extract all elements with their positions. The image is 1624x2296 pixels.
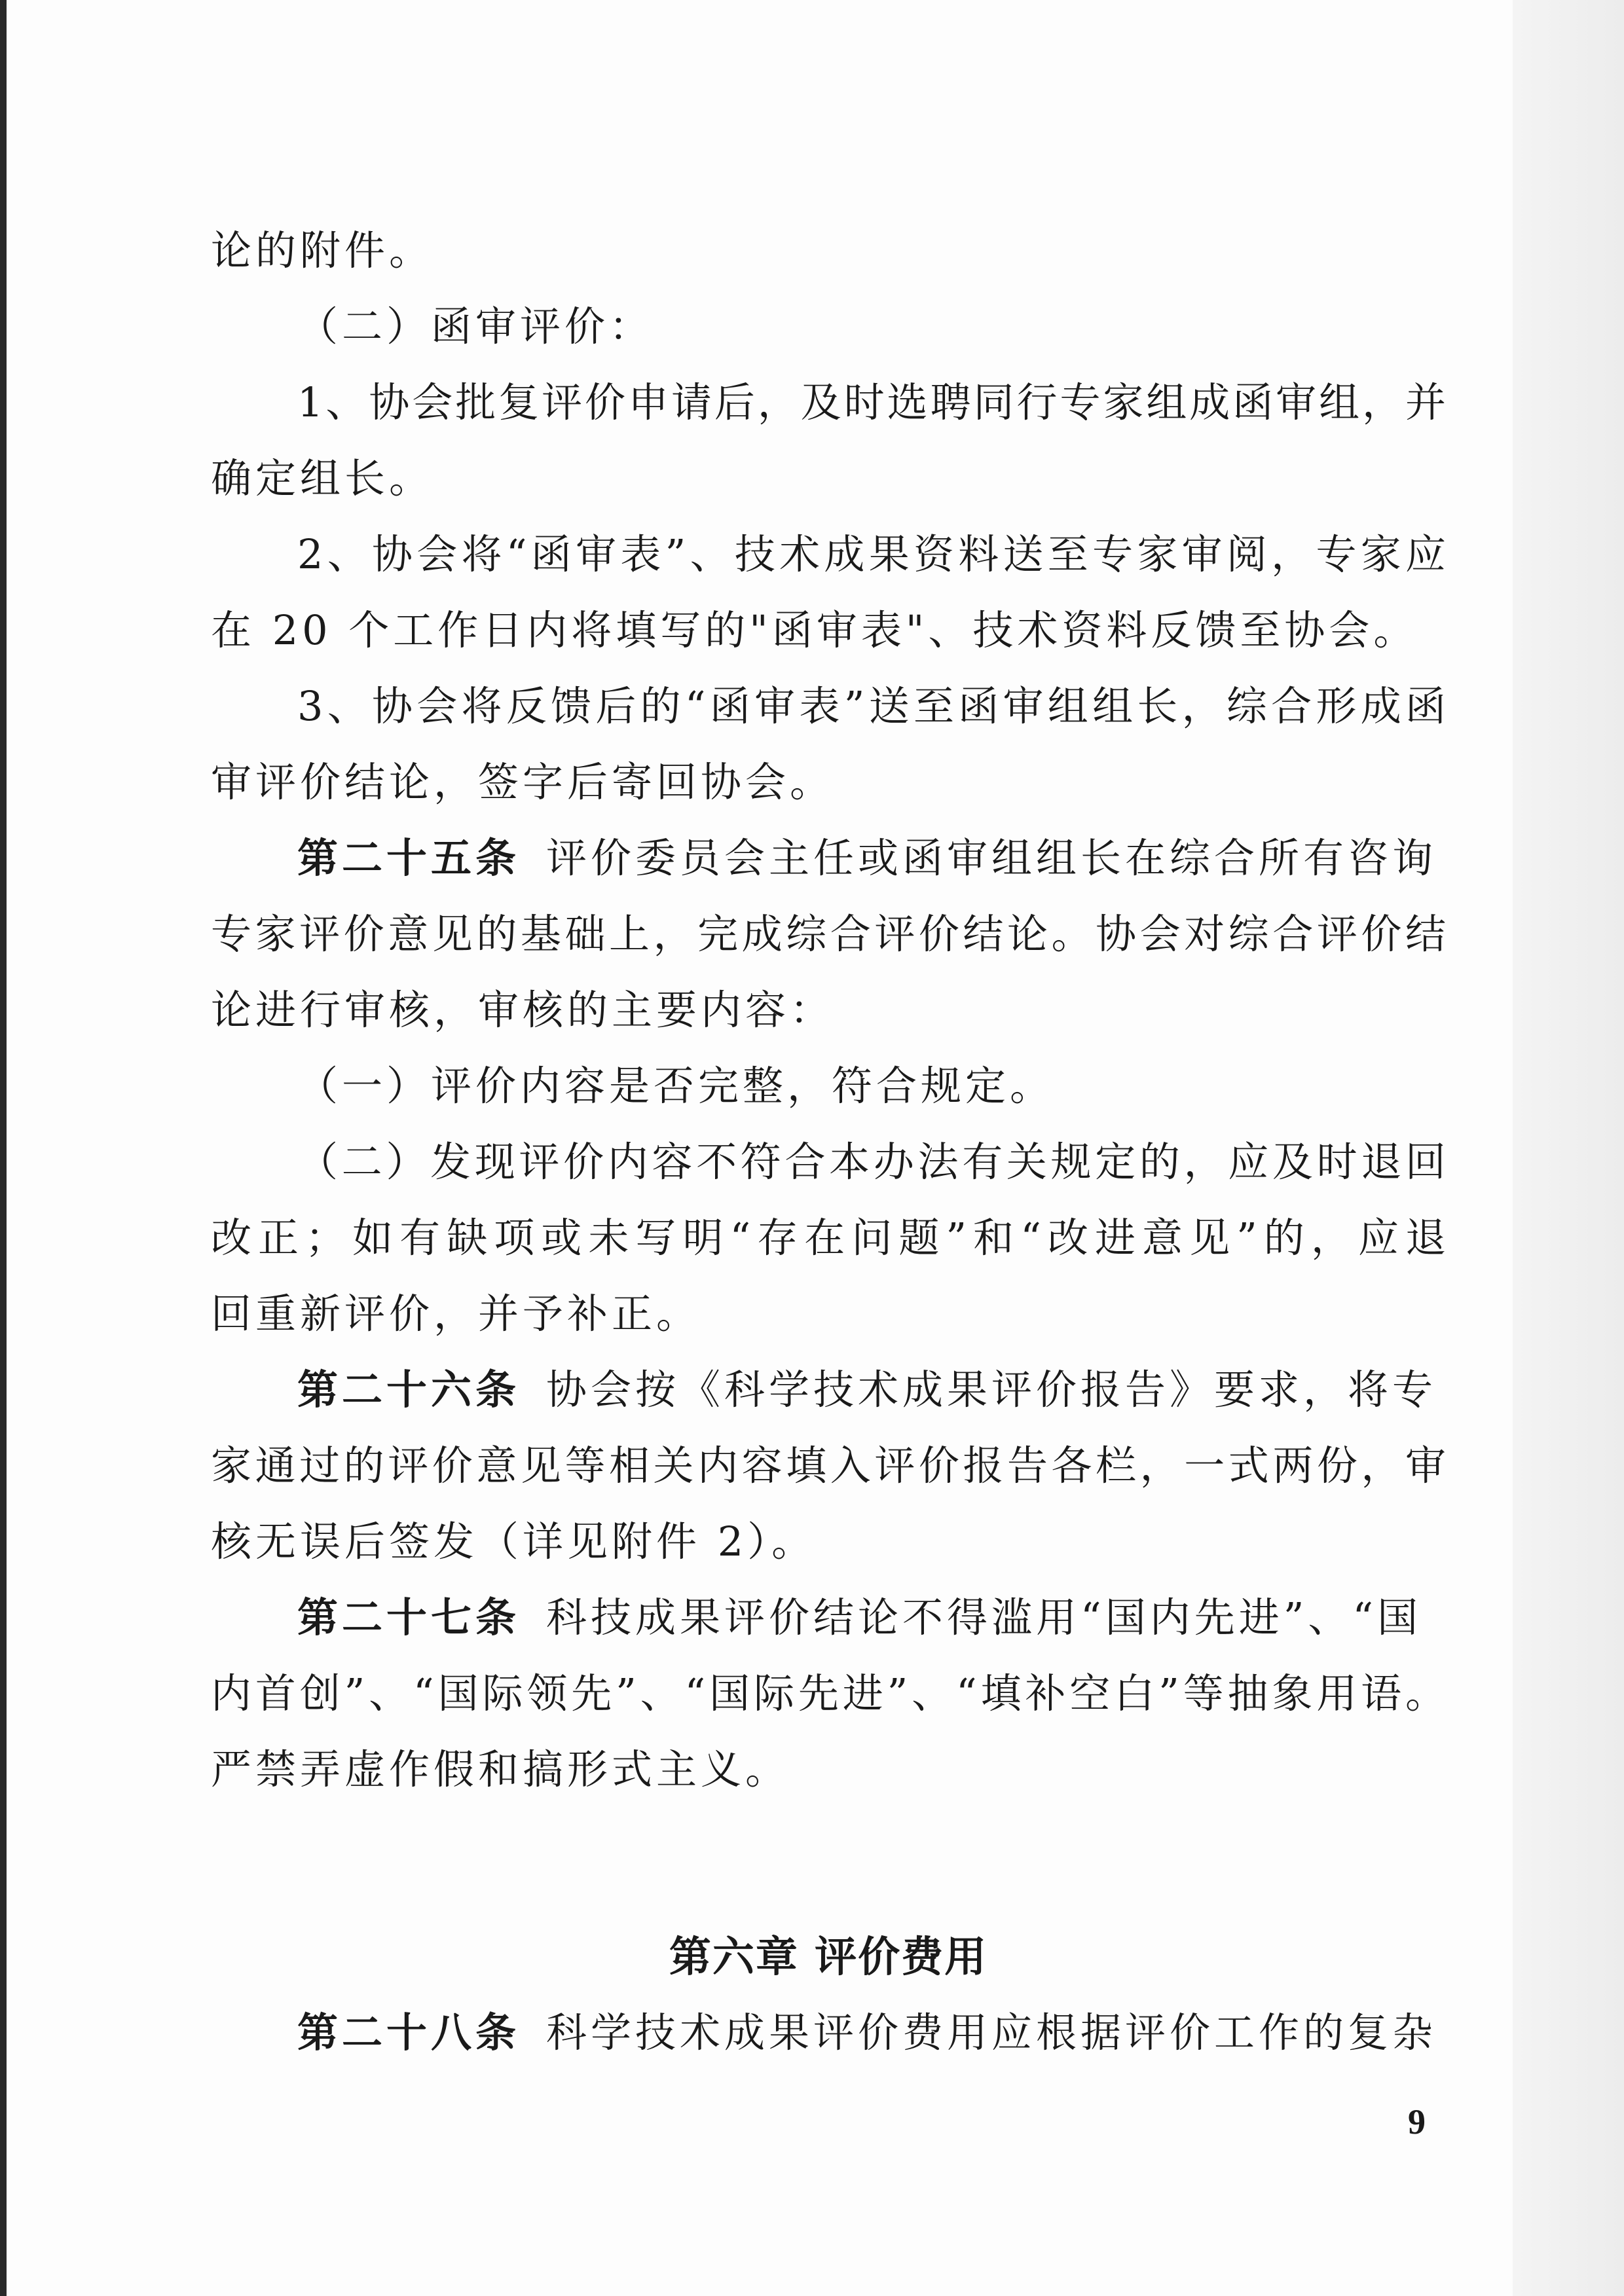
article-27-label: 第二十七条	[297, 1594, 521, 1641]
page-body	[211, 227, 1446, 2088]
article-25-text: 评价委员会主任或函审组组长在综合所有咨询	[546, 834, 1437, 882]
article-26-text: 协会按《科学技术成果评价报告》要求，将专	[546, 1366, 1437, 1413]
text-line-12: （一）评价内容是否完整，符合规定。	[297, 1062, 1055, 1110]
text-line-7: 3、协会将反馈后的“函审表”送至函审组组长，综合形成函	[297, 682, 1446, 730]
article-25	[211, 834, 1446, 914]
text-line-6: 在 20 个工作日内将填写的"函审表"、技术资料反馈至协会。	[211, 606, 1418, 654]
text-line-18: 核无误后签发（详见附件 2）。	[211, 1518, 817, 1565]
text-line-4: 确定组长。	[211, 454, 434, 502]
article-28-text: 科学技术成果评价费用应根据评价工作的复杂	[546, 2009, 1437, 2056]
article-28-label: 第二十八条	[297, 2009, 521, 2056]
text-line-1: 论的附件。	[211, 227, 434, 274]
page-number: 9	[1408, 2102, 1426, 2141]
article-28	[211, 2009, 1446, 2088]
article-27-text: 科技成果评价结论不得滥用“国内先进”、“国	[546, 1594, 1422, 1641]
text-line-8: 审评价结论，签字后寄回协会。	[211, 758, 835, 806]
chapter-title: 第六章 评价费用	[669, 1933, 988, 1982]
text-line-10: 专家评价意见的基础上，完成综合评价结论。协会对综合评价结	[211, 910, 1446, 958]
chapter-spacer	[211, 1825, 1446, 1937]
scan-right-margin	[1513, 0, 1624, 2296]
text-line-21: 严禁弄虚作假和搞形式主义。	[211, 1745, 790, 1793]
article-25-label: 第二十五条	[297, 834, 521, 882]
text-line-3: 1、协会批复评价申请后，及时选聘同行专家组成函审组，并	[297, 378, 1446, 426]
text-line-14: 改正；如有缺项或未写明“存在问题”和“改进意见”的，应退	[211, 1214, 1446, 1262]
text-line-11: 论进行审核，审核的主要内容：	[211, 986, 835, 1034]
text-line-20: 内首创”、“国际领先”、“国际先进”、“填补空白”等抽象用语。	[211, 1669, 1446, 1717]
text-line-13: （二）发现评价内容不符合本办法有关规定的，应及时退回	[297, 1138, 1446, 1186]
article-26	[211, 1366, 1446, 1446]
section-heading-letter-review: （二）函审评价：	[297, 302, 654, 350]
article-27	[211, 1594, 1446, 1673]
text-line-15: 回重新评价，并予补正。	[211, 1290, 701, 1338]
text-line-17: 家通过的评价意见等相关内容填入评价报告各栏，一式两份，审	[211, 1442, 1446, 1489]
article-26-label: 第二十六条	[297, 1366, 521, 1413]
text-line-5: 2、协会将“函审表”、技术成果资料送至专家审阅，专家应	[297, 530, 1446, 578]
scan-left-edge	[0, 0, 7, 2296]
